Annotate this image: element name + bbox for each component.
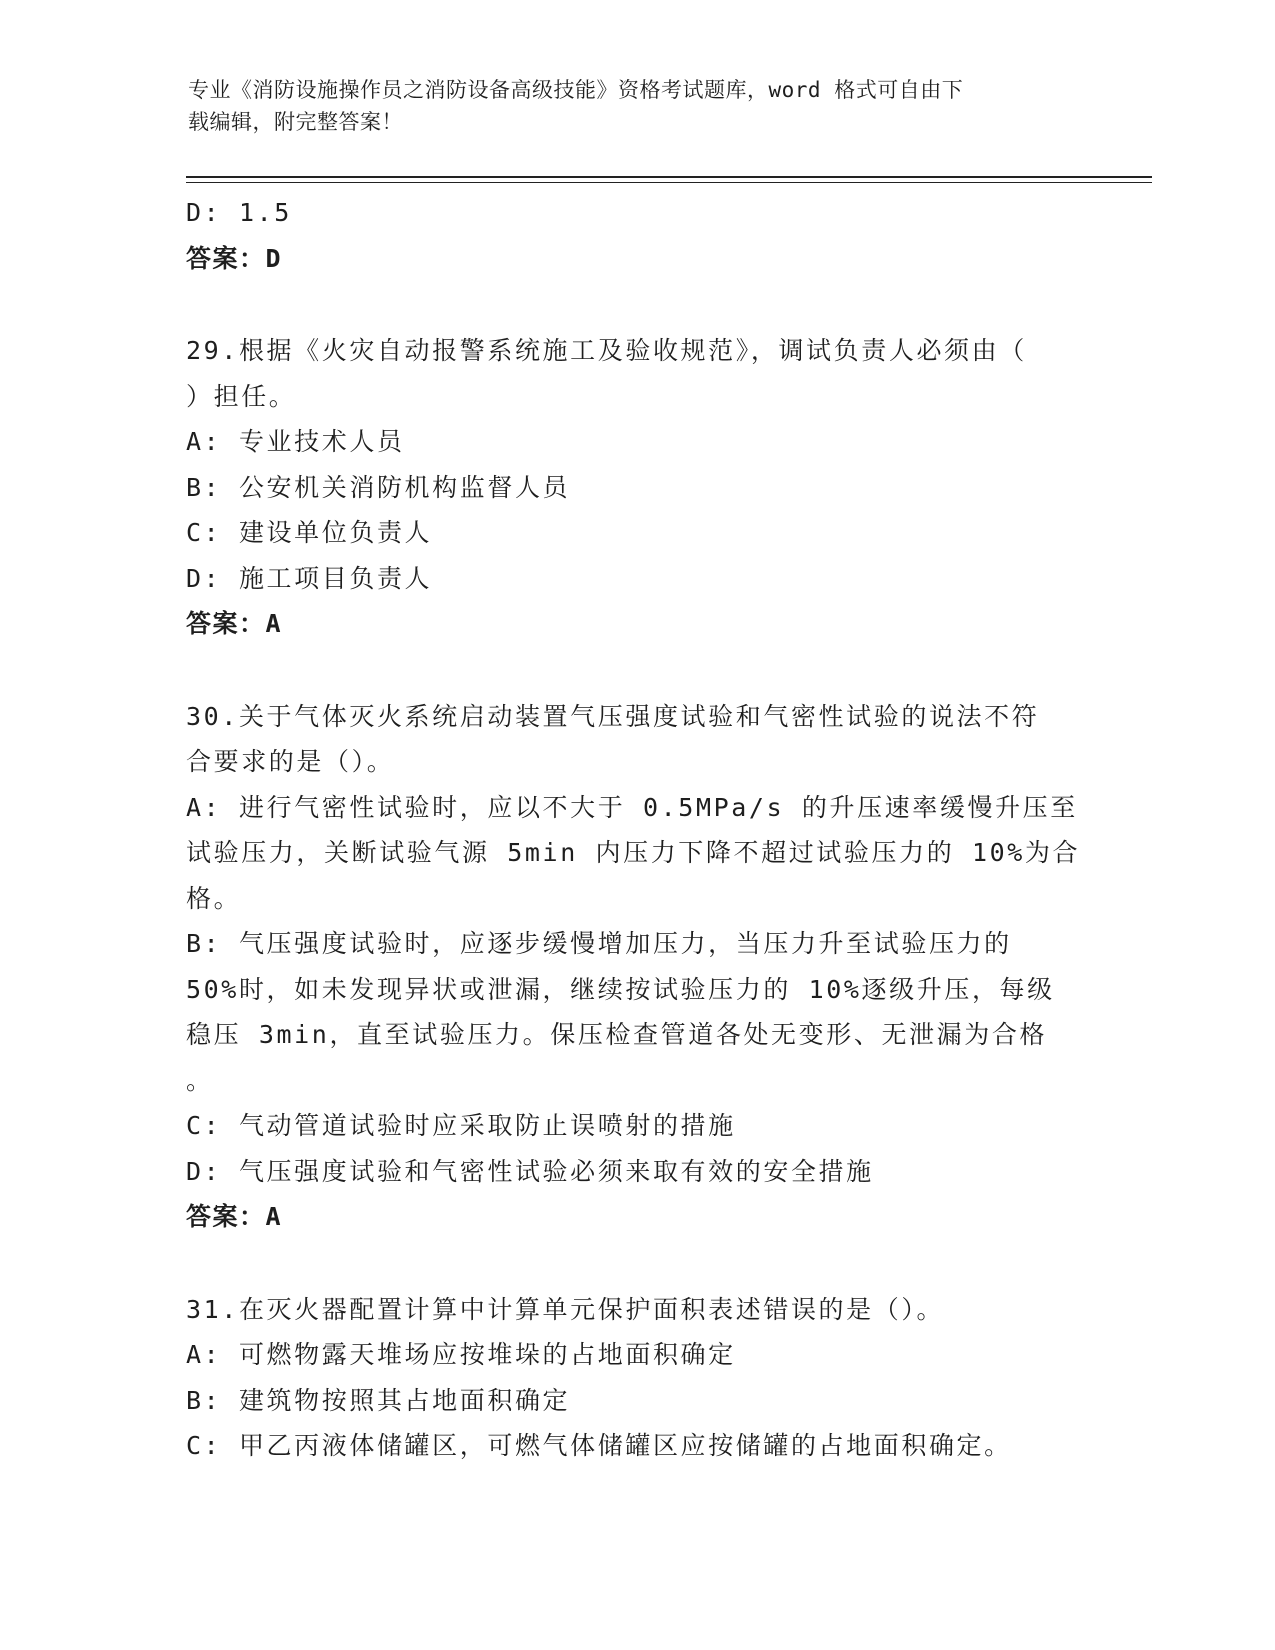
question-30-option-b-line-1: B: 气压强度试验时，应逐步缓慢增加压力，当压力升至试验压力的	[186, 929, 1012, 958]
question-29-stem-line-1: 29.根据《火灾自动报警系统施工及验收规范》，调试负责人必须由（	[186, 336, 1027, 365]
question-30	[186, 694, 1086, 1240]
header-line-1: 专业《消防设施操作员之消防设备高级技能》资格考试题库，word 格式可自由下	[188, 78, 964, 102]
question-29-stem-line-2: ）担任。	[186, 381, 297, 411]
question-31-option-c: C: 甲乙丙液体储罐区，可燃气体储罐区应按储罐的占地面积确定。	[186, 1431, 1012, 1460]
question-28-answer: 答案：D	[186, 243, 283, 273]
question-30-option-c: C: 气动管道试验时应采取防止误喷射的措施	[186, 1111, 736, 1140]
question-30-option-b-line-2: 50%时，如未发现异状或泄漏，继续按试验压力的 10%逐级升压，每级	[186, 974, 1055, 1004]
question-29-option-c: C: 建设单位负责人	[186, 518, 433, 547]
question-29-option-a: A: 专业技术人员	[186, 427, 405, 456]
question-31-option-b: B: 建筑物按照其占地面积确定	[186, 1385, 571, 1415]
question-31	[186, 1287, 1086, 1469]
question-30-option-d: D: 气压强度试验和气密性试验必须来取有效的安全措施	[186, 1156, 874, 1186]
question-30-option-b-line-4: 。	[186, 1065, 214, 1095]
question-content	[186, 190, 1086, 1469]
question-30-option-a-line-3: 格。	[186, 883, 242, 913]
question-29-answer: 答案：A	[186, 609, 283, 638]
question-28-option-d: D: 1.5	[186, 198, 292, 227]
question-30-option-a-line-1: A: 进行气密性试验时，应以不大于 0.5MPa/s 的升压速率缓慢升压至	[186, 792, 1078, 822]
question-30-option-b-line-3: 稳压 3min，直至试验压力。保压检查管道各处无变形、无泄漏为合格	[186, 1020, 1048, 1049]
question-30-answer: 答案：A	[186, 1202, 283, 1231]
header-divider-thick	[186, 176, 1152, 178]
question-31-stem-line-1: 31.在灭火器配置计算中计算单元保护面积表述错误的是（）。	[186, 1294, 945, 1324]
question-30-stem-line-1: 30.关于气体灭火系统启动装置气压强度试验和气密性试验的说法不符	[186, 701, 1040, 731]
question-30-option-a-line-2: 试验压力，关断试验气源 5min 内压力下降不超过试验压力的 10%为合	[186, 838, 1081, 867]
question-29	[186, 328, 1086, 647]
page-header	[188, 74, 1068, 138]
header-divider-thin	[186, 182, 1152, 183]
header-line-2: 载编辑，附完整答案！	[188, 110, 403, 134]
question-28-tail	[186, 190, 1086, 281]
question-29-option-d: D: 施工项目负责人	[186, 563, 433, 593]
question-30-stem-line-2: 合要求的是（）。	[186, 747, 395, 776]
question-29-option-b: B: 公安机关消防机构监督人员	[186, 472, 571, 502]
question-31-option-a: A: 可燃物露天堆场应按堆垛的占地面积确定	[186, 1340, 736, 1369]
